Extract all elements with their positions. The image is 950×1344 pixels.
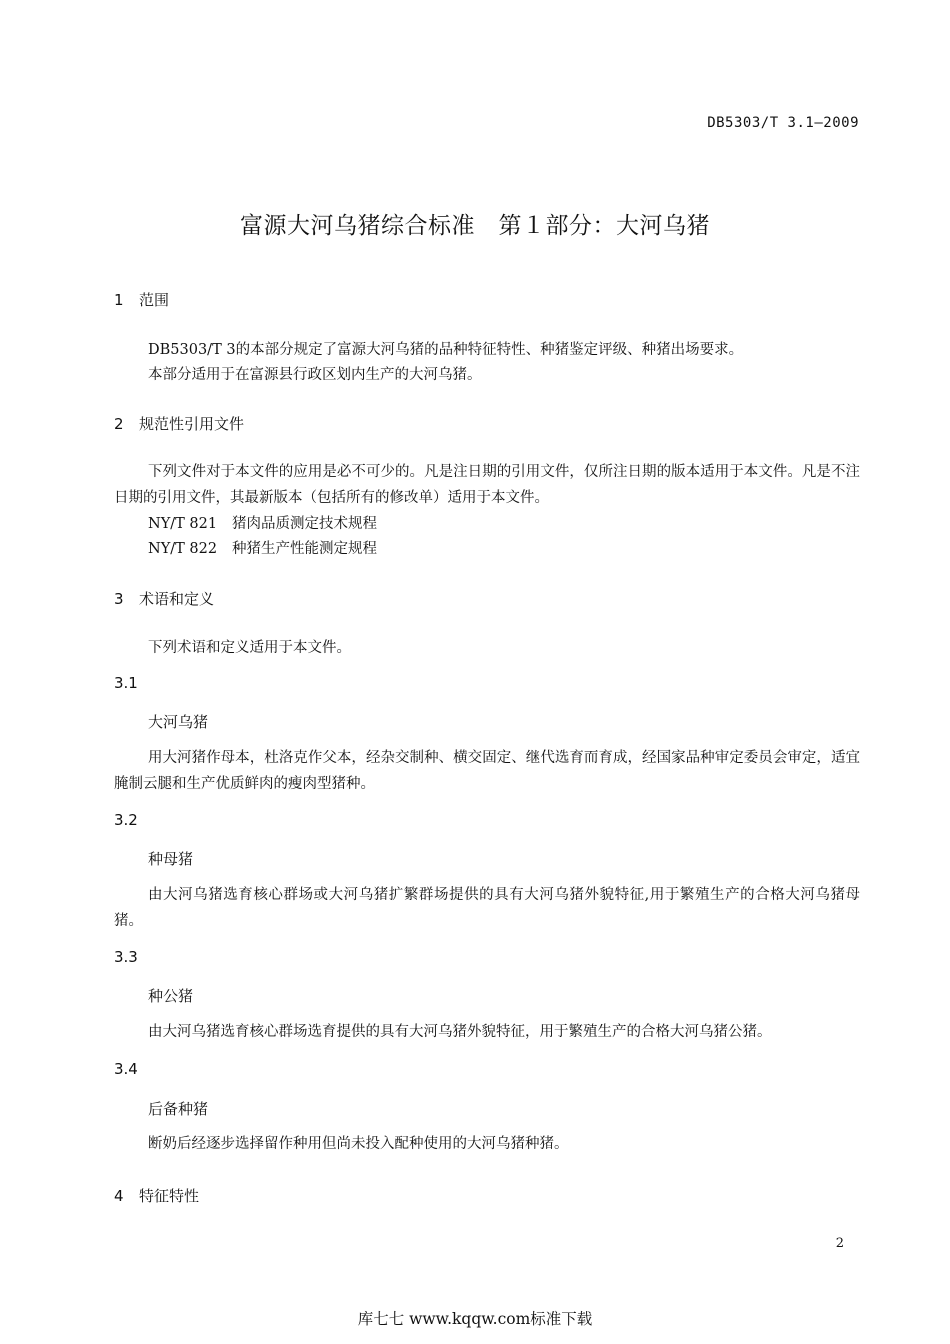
reference-item bbox=[148, 537, 377, 558]
term-number: 3.3 bbox=[114, 948, 138, 966]
footer-watermark: 库七七 www.kqqw.com标准下载 bbox=[357, 1310, 593, 1328]
section-title: 规范性引用文件 bbox=[139, 415, 245, 433]
section-number: 2 bbox=[114, 415, 124, 433]
term-name: 种公猪 bbox=[148, 987, 194, 1005]
section-4-heading bbox=[114, 1185, 199, 1206]
term-name: 后备种猪 bbox=[148, 1100, 209, 1118]
section-number: 4 bbox=[114, 1187, 124, 1205]
reference-item bbox=[148, 512, 377, 533]
reference-code: NY/T 821 bbox=[148, 516, 218, 532]
section-2-intro: 下列文件对于本文件的应用是必不可少的。凡是注日期的引用文件，仅所注日期的版本适用于本文件。凡是不注日期的引用文件，其最新版本（包括所有的修改单）适用于本文件。 bbox=[114, 464, 860, 506]
section-1-heading bbox=[114, 289, 169, 310]
section-number: 1 bbox=[114, 291, 124, 309]
reference-title: 猪肉品质测定技术规程 bbox=[232, 516, 377, 532]
section-1-paragraph: DB5303/T 3的本部分规定了富源大河乌猪的品种特征特性、种猪鉴定评级、种猪出场要求。 bbox=[148, 342, 744, 358]
section-2-heading bbox=[114, 413, 244, 434]
section-title: 特征特性 bbox=[139, 1187, 200, 1205]
document-title: 富源大河乌猪综合标准 第１部分：大河乌猪 bbox=[240, 213, 710, 239]
term-definition: 用大河猪作母本，杜洛克作父本，经杂交制种、横交固定、继代选育而育成，经国家品种审定委员会审定，适宜腌制云腿和生产优质鲜肉的瘦肉型猪种。 bbox=[114, 750, 860, 792]
standard-number: DB5303/T 3.1—2009 bbox=[707, 115, 859, 131]
reference-title: 种猪生产性能测定规程 bbox=[232, 541, 377, 557]
section-title: 术语和定义 bbox=[139, 590, 215, 608]
term-definition: 由大河乌猪选育核心群场选育提供的具有大河乌猪外貌特征，用于繁殖生产的合格大河乌猪公猪。 bbox=[148, 1024, 772, 1040]
section-3-heading bbox=[114, 588, 214, 609]
term-name: 大河乌猪 bbox=[148, 713, 209, 731]
section-3-intro: 下列术语和定义适用于本文件。 bbox=[148, 640, 351, 656]
term-number: 3.1 bbox=[114, 674, 138, 692]
term-definition: 断奶后经逐步选择留作种用但尚未投入配种使用的大河乌猪种猪。 bbox=[148, 1136, 569, 1152]
section-title: 范围 bbox=[139, 291, 170, 309]
term-definition: 由大河乌猪选育核心群场或大河乌猪扩繁群场提供的具有大河乌猪外貌特征,用于繁殖生产的合格大河乌猪母猪。 bbox=[114, 887, 860, 929]
reference-code: NY/T 822 bbox=[148, 541, 218, 557]
term-name: 种母猪 bbox=[148, 850, 194, 868]
term-number: 3.2 bbox=[114, 811, 138, 829]
section-1-paragraph: 本部分适用于在富源县行政区划内生产的大河乌猪。 bbox=[148, 367, 482, 383]
term-number: 3.4 bbox=[114, 1060, 138, 1078]
page-number: 2 bbox=[835, 1236, 844, 1251]
section-number: 3 bbox=[114, 590, 124, 608]
